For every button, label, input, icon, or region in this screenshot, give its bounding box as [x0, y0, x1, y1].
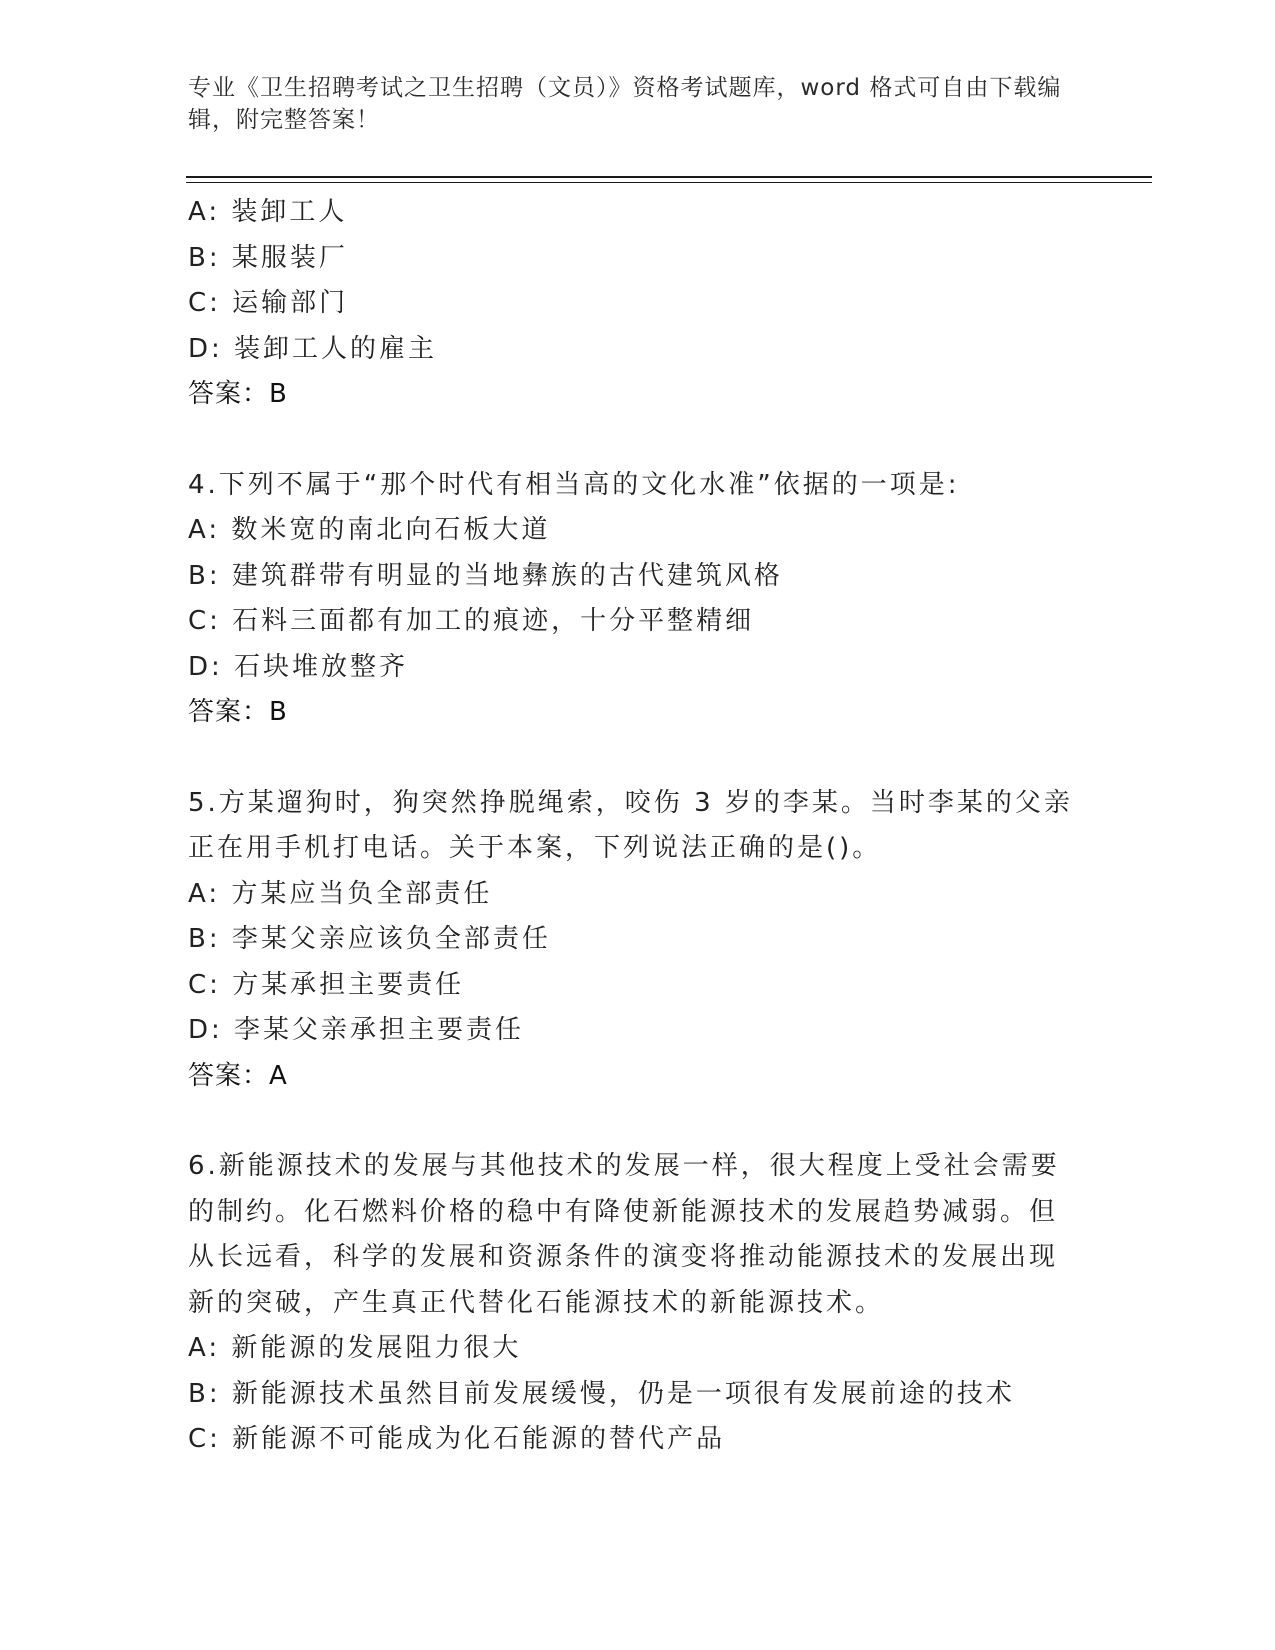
option-b: B: 某服装厂: [188, 242, 348, 273]
question-text: 4.下列不属于“那个时代有相当高的文化水准”依据的一项是:: [188, 469, 960, 500]
spacer: [188, 1099, 1078, 1144]
answer-line: 答案：B: [188, 697, 288, 727]
option-a: A: 数米宽的南北向石板大道: [188, 515, 551, 545]
question-block-4: [188, 463, 1078, 736]
question-block-3: [188, 190, 1078, 418]
spacer: [188, 418, 1078, 463]
option-a: A: 装卸工人: [188, 197, 348, 227]
document-header: 专业《卫生招聘考试之卫生招聘（文员）》资格考试题库，word 格式可自由下载编辑，附完整答案！: [188, 75, 1062, 133]
option-a: A: 方某应当负全部责任: [188, 878, 493, 909]
option-d: D: 装卸工人的雇主: [188, 333, 438, 364]
question-text: 5.方某遛狗时，狗突然挣脱绳索，咬伤 3 岁的李某。当时李某的父亲正在用手机打电话。关于本案，下列说法正确的是()。: [188, 787, 1073, 863]
option-d: D: 李某父亲承担主要责任: [188, 1015, 525, 1045]
option-c: C: 运输部门: [188, 288, 349, 318]
answer-line: 答案：B: [188, 379, 288, 409]
option-b: B: 建筑群带有明显的当地彝族的古代建筑风格: [188, 560, 783, 591]
spacer: [188, 736, 1078, 781]
option-c: C: 石料三面都有加工的痕迹，十分平整精细: [188, 606, 755, 636]
answer-line: 答案：A: [188, 1060, 288, 1091]
option-a: A: 新能源的发展阻力很大: [188, 1333, 522, 1363]
option-c: C: 方某承担主要责任: [188, 969, 465, 1000]
question-list: [188, 190, 1078, 1463]
option-d: D: 石块堆放整齐: [188, 651, 409, 682]
header-divider: [186, 176, 1152, 178]
option-c: C: 新能源不可能成为化石能源的替代产品: [188, 1424, 726, 1454]
question-block-6: [188, 1144, 1078, 1463]
option-b: B: 李某父亲应该负全部责任: [188, 924, 551, 954]
option-b: B: 新能源技术虽然目前发展缓慢，仍是一项很有发展前途的技术: [188, 1378, 1015, 1409]
header-divider-thin: [186, 182, 1152, 183]
question-text: 6.新能源技术的发展与其他技术的发展一样，很大程度上受社会需要的制约。化石燃料价格的稳中有降使新能源技术的发展趋势减弱。但从长远看，科学的发展和资源条件的演变将推动能源技术的发展出现新的突破，产生真正代替化石能源技术的新能源技术。: [188, 1151, 1060, 1318]
question-block-5: [188, 781, 1078, 1100]
